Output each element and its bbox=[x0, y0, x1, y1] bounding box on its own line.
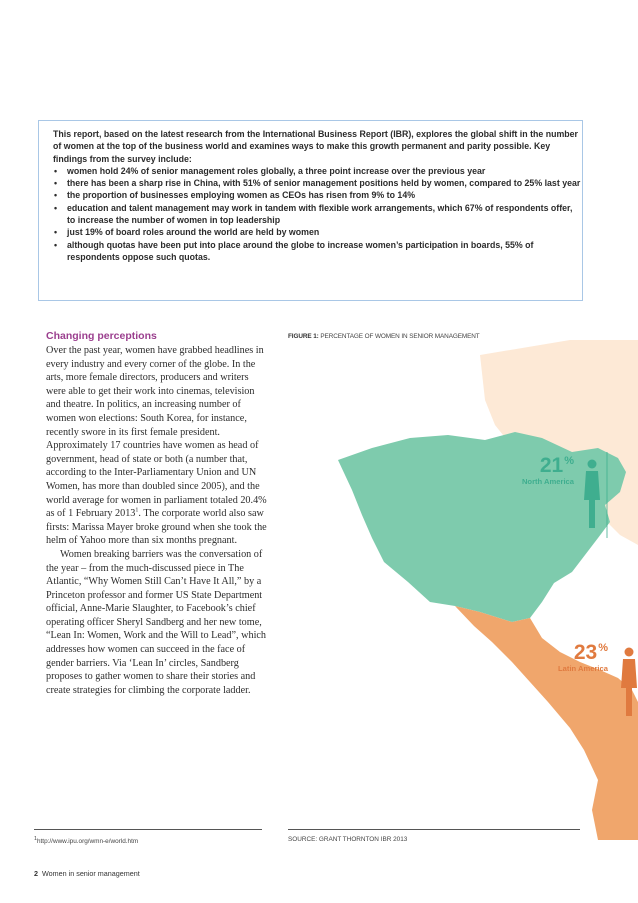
page-number: 2 bbox=[34, 869, 38, 878]
article-paragraph bbox=[46, 344, 268, 548]
footnote-rule bbox=[34, 829, 262, 830]
footer-title: Women in senior management bbox=[42, 869, 140, 878]
figure-caption bbox=[288, 333, 588, 340]
latin-america-region bbox=[455, 606, 638, 840]
stat-value-row bbox=[558, 642, 608, 664]
page-footer bbox=[34, 869, 140, 878]
source-rule bbox=[288, 829, 580, 830]
finding-item: • just 19% of board roles around the world are held by women bbox=[53, 226, 581, 238]
footnote-ref[interactable]: 1 bbox=[135, 507, 139, 514]
finding-item: • women hold 24% of senior management roles globally, a three point increase over the previous year bbox=[53, 165, 581, 177]
figure-title: PERCENTAGE OF WOMEN IN SENIOR MANAGEMENT bbox=[320, 333, 480, 340]
footnote bbox=[34, 836, 138, 845]
intro-paragraph: This report, based on the latest research from the International Business Report (IBR), explores the global shift in the number of women at the top of the business world and examines ways to make this growth permanent and parity possible. Key findings from the survey include: bbox=[53, 129, 578, 164]
stat-unit: % bbox=[564, 455, 574, 467]
north-america-region bbox=[338, 432, 626, 622]
footnote-mark: 1 bbox=[34, 836, 37, 842]
article-body bbox=[46, 344, 268, 697]
finding-item: • although quotas have been put into place around the globe to increase women’s participation in boards, 55% of respondents oppose such quotas. bbox=[53, 239, 581, 264]
figure-label: FIGURE 1: bbox=[288, 333, 319, 340]
stat-value: 21 bbox=[539, 454, 564, 477]
finding-item: • the proportion of businesses employing women as CEOs has risen from 9% to 14% bbox=[53, 189, 581, 201]
figure-source: SOURCE: GRANT THORNTON IBR 2013 bbox=[288, 836, 408, 843]
finding-item: • there has been a sharp rise in China, with 51% of senior management positions held by women, compared to 25% last year bbox=[53, 177, 581, 189]
stat-label: Latin America bbox=[558, 664, 608, 673]
stat-unit: % bbox=[598, 642, 608, 654]
stat-label: North America bbox=[521, 477, 574, 486]
findings-list bbox=[53, 165, 581, 263]
key-findings bbox=[53, 128, 581, 263]
paragraph-text: . The corporate world also saw firsts: Marissa Mayer broke ground when she took the helm of Yahoo more than six months pregnant. bbox=[46, 508, 267, 547]
footnote-link[interactable]: http://www.ipu.org/wmn-e/world.htm bbox=[36, 838, 139, 846]
section-heading: Changing perceptions bbox=[46, 330, 157, 342]
stat-latin-america bbox=[558, 642, 608, 673]
article-paragraph: Women breaking barriers was the conversation of the year – from the much-discussed piece in The Atlantic, “Why Women Still Can’t Have It All,” by a Princeton professor and former US State Department official, Anne-Marie Slaughter, to Facebook’s chief operating officer Sheryl Sandberg and her new tome, “Lean In: Women, Work and the Will to Lead”, which addresses how women can succeed in the face of gender barriers. Via ‘Lean In’ circles, Sandberg proposes to gather women to share their stories and create strategies for climbing the corporate ladder. bbox=[46, 548, 267, 696]
stat-value: 23 bbox=[573, 641, 598, 664]
finding-item: • education and talent management may work in tandem with flexible work arrangements, which 67% of respondents offer, to increase the number of women in top leadership bbox=[53, 202, 581, 227]
stat-value-row bbox=[522, 455, 574, 477]
stat-north-america bbox=[522, 455, 574, 486]
paragraph-text: Over the past year, women have grabbed headlines in every industry and every corner of the globe. In the arts, more female directors, producers and writers were able to get their work into cinemas, television and theatre. In politics, an increasing number of women won elections: South Korea, for instance, recently swore in its first female president. Approximately 17 countries have women as head of government, head of state or both (a number that, according to the Inter-Parliamentary Union and UN Women, has more than doubled since 2005), and the world average for women in parliament totaled 20.4% as of 1 February 2013 bbox=[46, 345, 267, 520]
americas-map bbox=[280, 340, 638, 840]
